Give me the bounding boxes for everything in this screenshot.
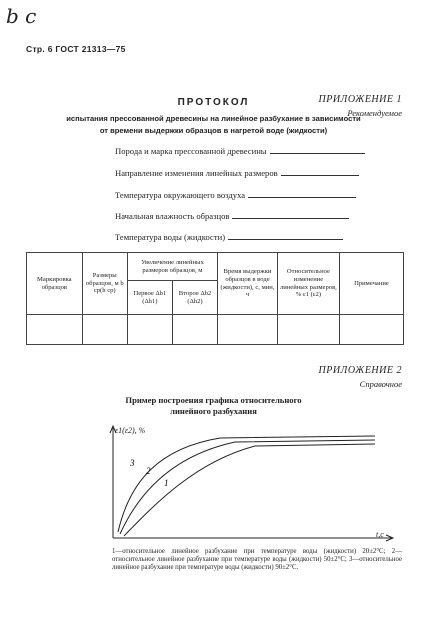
table-cell <box>339 315 403 345</box>
protocol-subtitle <box>20 113 407 137</box>
appendix2-subtitle: Справочное <box>359 379 402 389</box>
curve-2 <box>120 440 375 534</box>
chart-title-line2: линейного разбухания <box>170 406 257 416</box>
field-label: Порода и марка прессованной древесины <box>115 146 267 156</box>
table-cell <box>218 315 278 345</box>
table-cell <box>127 315 172 345</box>
field-direction <box>115 168 359 178</box>
chart-x-label: t,c <box>376 530 384 539</box>
protocol-table <box>26 252 404 345</box>
chart-title <box>0 395 427 417</box>
col-dimensions: Размеры образцов, м b cp(h cp) <box>82 253 127 315</box>
col-note: Примечание <box>339 253 403 315</box>
field-blank-line <box>281 175 359 176</box>
page-header: Стр. 6 ГОСТ 21313—75 <box>26 44 126 54</box>
field-air-temp <box>115 190 356 200</box>
field-label: Температура окружающего воздуха <box>115 190 246 200</box>
curve-3-label: 3 <box>130 458 135 468</box>
curve-1 <box>124 444 375 536</box>
col-second: Второе Δb2 (Δh2) <box>172 281 217 315</box>
col-increase: Увеличение линейных размеров образцов, м <box>127 253 217 281</box>
appendix1-subtitle: Рекомендуемое <box>347 108 402 118</box>
protocol-subtitle-line1: испытания прессованной древесины на линейное разбухание в зависимости <box>66 114 361 123</box>
field-blank-line <box>248 197 356 198</box>
curve-3 <box>118 436 375 532</box>
table-cell <box>172 315 217 345</box>
swelling-chart <box>100 420 410 550</box>
field-blank-line <box>232 218 349 219</box>
field-label: Температура воды (жидкости) <box>115 232 226 242</box>
field-moisture <box>115 211 349 221</box>
chart-title-line1: Пример построения графика относительного <box>125 395 302 405</box>
field-blank-line <box>228 239 343 240</box>
table-cell <box>277 315 339 345</box>
curve-2-label: 2 <box>146 466 151 476</box>
appendix1-title: ПРИЛОЖЕНИЕ 1 <box>318 94 402 105</box>
col-marking: Маркировка образцов <box>27 253 83 315</box>
col-relative-change: Относительное изменение линейных размеров, % ε1 (ε2) <box>277 253 339 315</box>
col-time: Время выдержки образцов в воде (жидкости), с, мин, ч <box>218 253 278 315</box>
field-label: Направление изменения линейных размеров <box>115 168 278 178</box>
curve-1-label: 1 <box>164 478 169 488</box>
table-cell <box>27 315 83 345</box>
chart-caption: 1—относительное линейное разбухание при температуре воды (жидкости) 20±2°С; 2—относительное линейное разбухание при температуре воды (жидкости) 50±2°С; 3—относительное линейное разбухание при температуре воды (жидкости) 90±2°С. <box>112 548 402 571</box>
field-water-temp <box>115 232 343 242</box>
field-blank-line <box>270 153 365 154</box>
appendix2-title: ПРИЛОЖЕНИЕ 2 <box>318 365 402 376</box>
field-label: Начальная влажность образцов <box>115 211 230 221</box>
protocol-subtitle-line2: от времени выдержки образцов в нагретой воде (жидкости) <box>99 126 328 135</box>
handwritten-mark: b c <box>6 4 37 28</box>
protocol-title: ПРОТОКОЛ <box>177 97 250 108</box>
table-cell <box>82 315 127 345</box>
field-species <box>115 146 365 156</box>
col-first: Первое Δb1 (Δh1) <box>127 281 172 315</box>
chart-y-label: ε1(ε2), % <box>115 426 146 435</box>
